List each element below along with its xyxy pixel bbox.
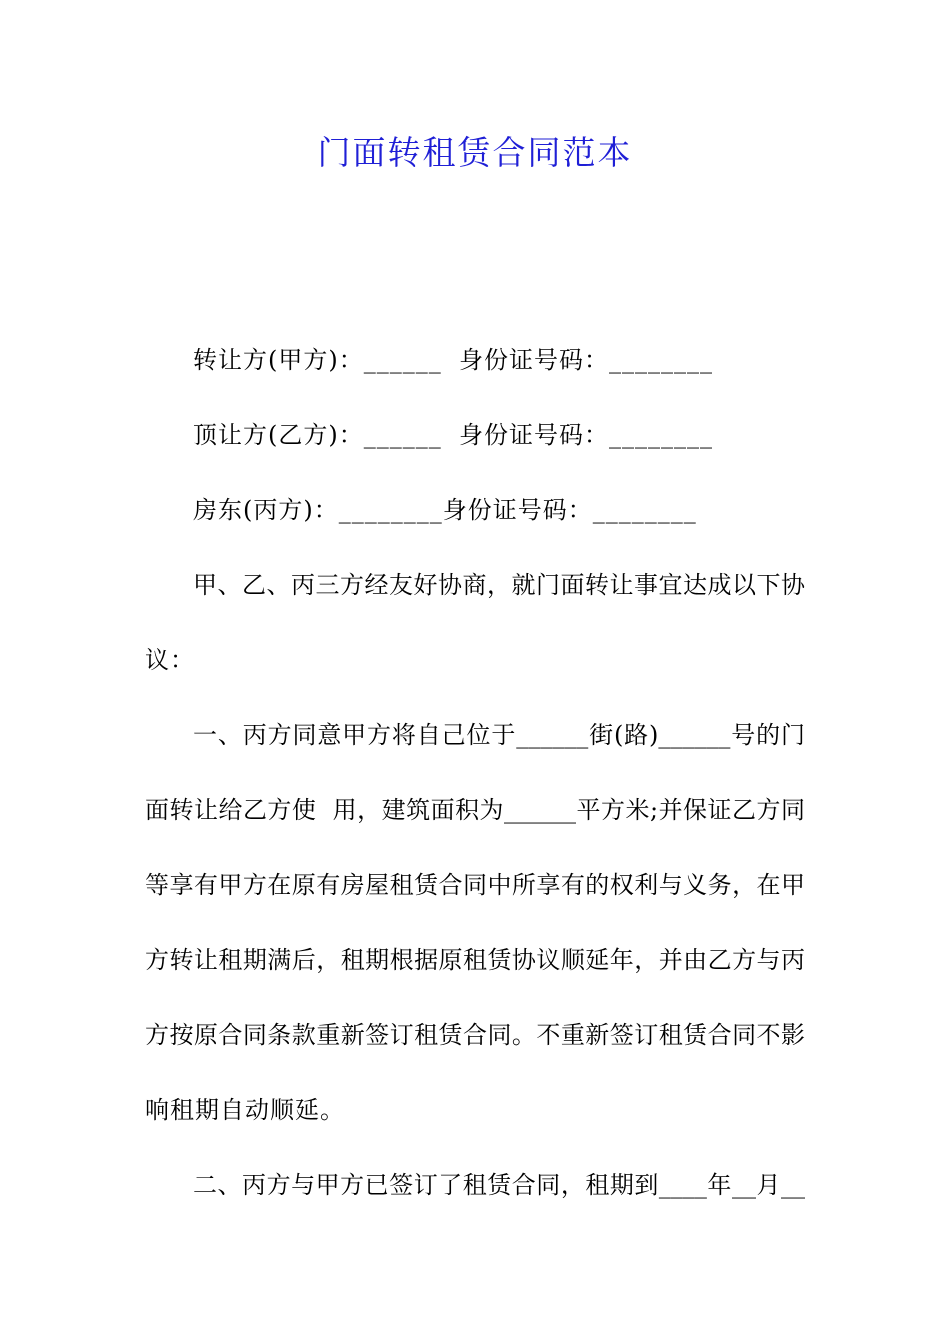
- clause-1-line-3: 等享有甲方在原有房屋租赁合同中所享有的权利与义务，在甲: [145, 871, 805, 899]
- clause-1-line-4: 方转让租期满后，租期根据原租赁协议顺延年，并由乙方与丙: [145, 946, 805, 974]
- clause-1-line-1: 一、丙方同意甲方将自己位于______街(路)______号的门: [193, 721, 805, 749]
- clause-1-line-2: 面转让给乙方使 用，建筑面积为______平方米;并保证乙方同: [145, 796, 805, 824]
- party-landlord-line: 房东(丙方)：________身份证号码：________: [193, 496, 697, 524]
- document-title: 门面转租赁合同范本: [317, 133, 633, 172]
- paragraph-intro-line-2: 议：: [145, 646, 195, 674]
- clause-2-line-1: 二、丙方与甲方已签订了租赁合同，租期到____年__月__: [193, 1171, 805, 1199]
- clause-1-line-5: 方按原合同条款重新签订租赁合同。不重新签订租赁合同不影: [145, 1021, 805, 1049]
- party-transferee-line: 顶让方(乙方)：______ 身份证号码：________: [193, 421, 713, 449]
- clause-1-line-6: 响租期自动顺延。: [145, 1096, 345, 1124]
- paragraph-intro-line-1: 甲、乙、丙三方经友好协商，就门面转让事宜达成以下协: [193, 571, 805, 599]
- party-transferor-line: 转让方(甲方)：______ 身份证号码：________: [193, 346, 713, 374]
